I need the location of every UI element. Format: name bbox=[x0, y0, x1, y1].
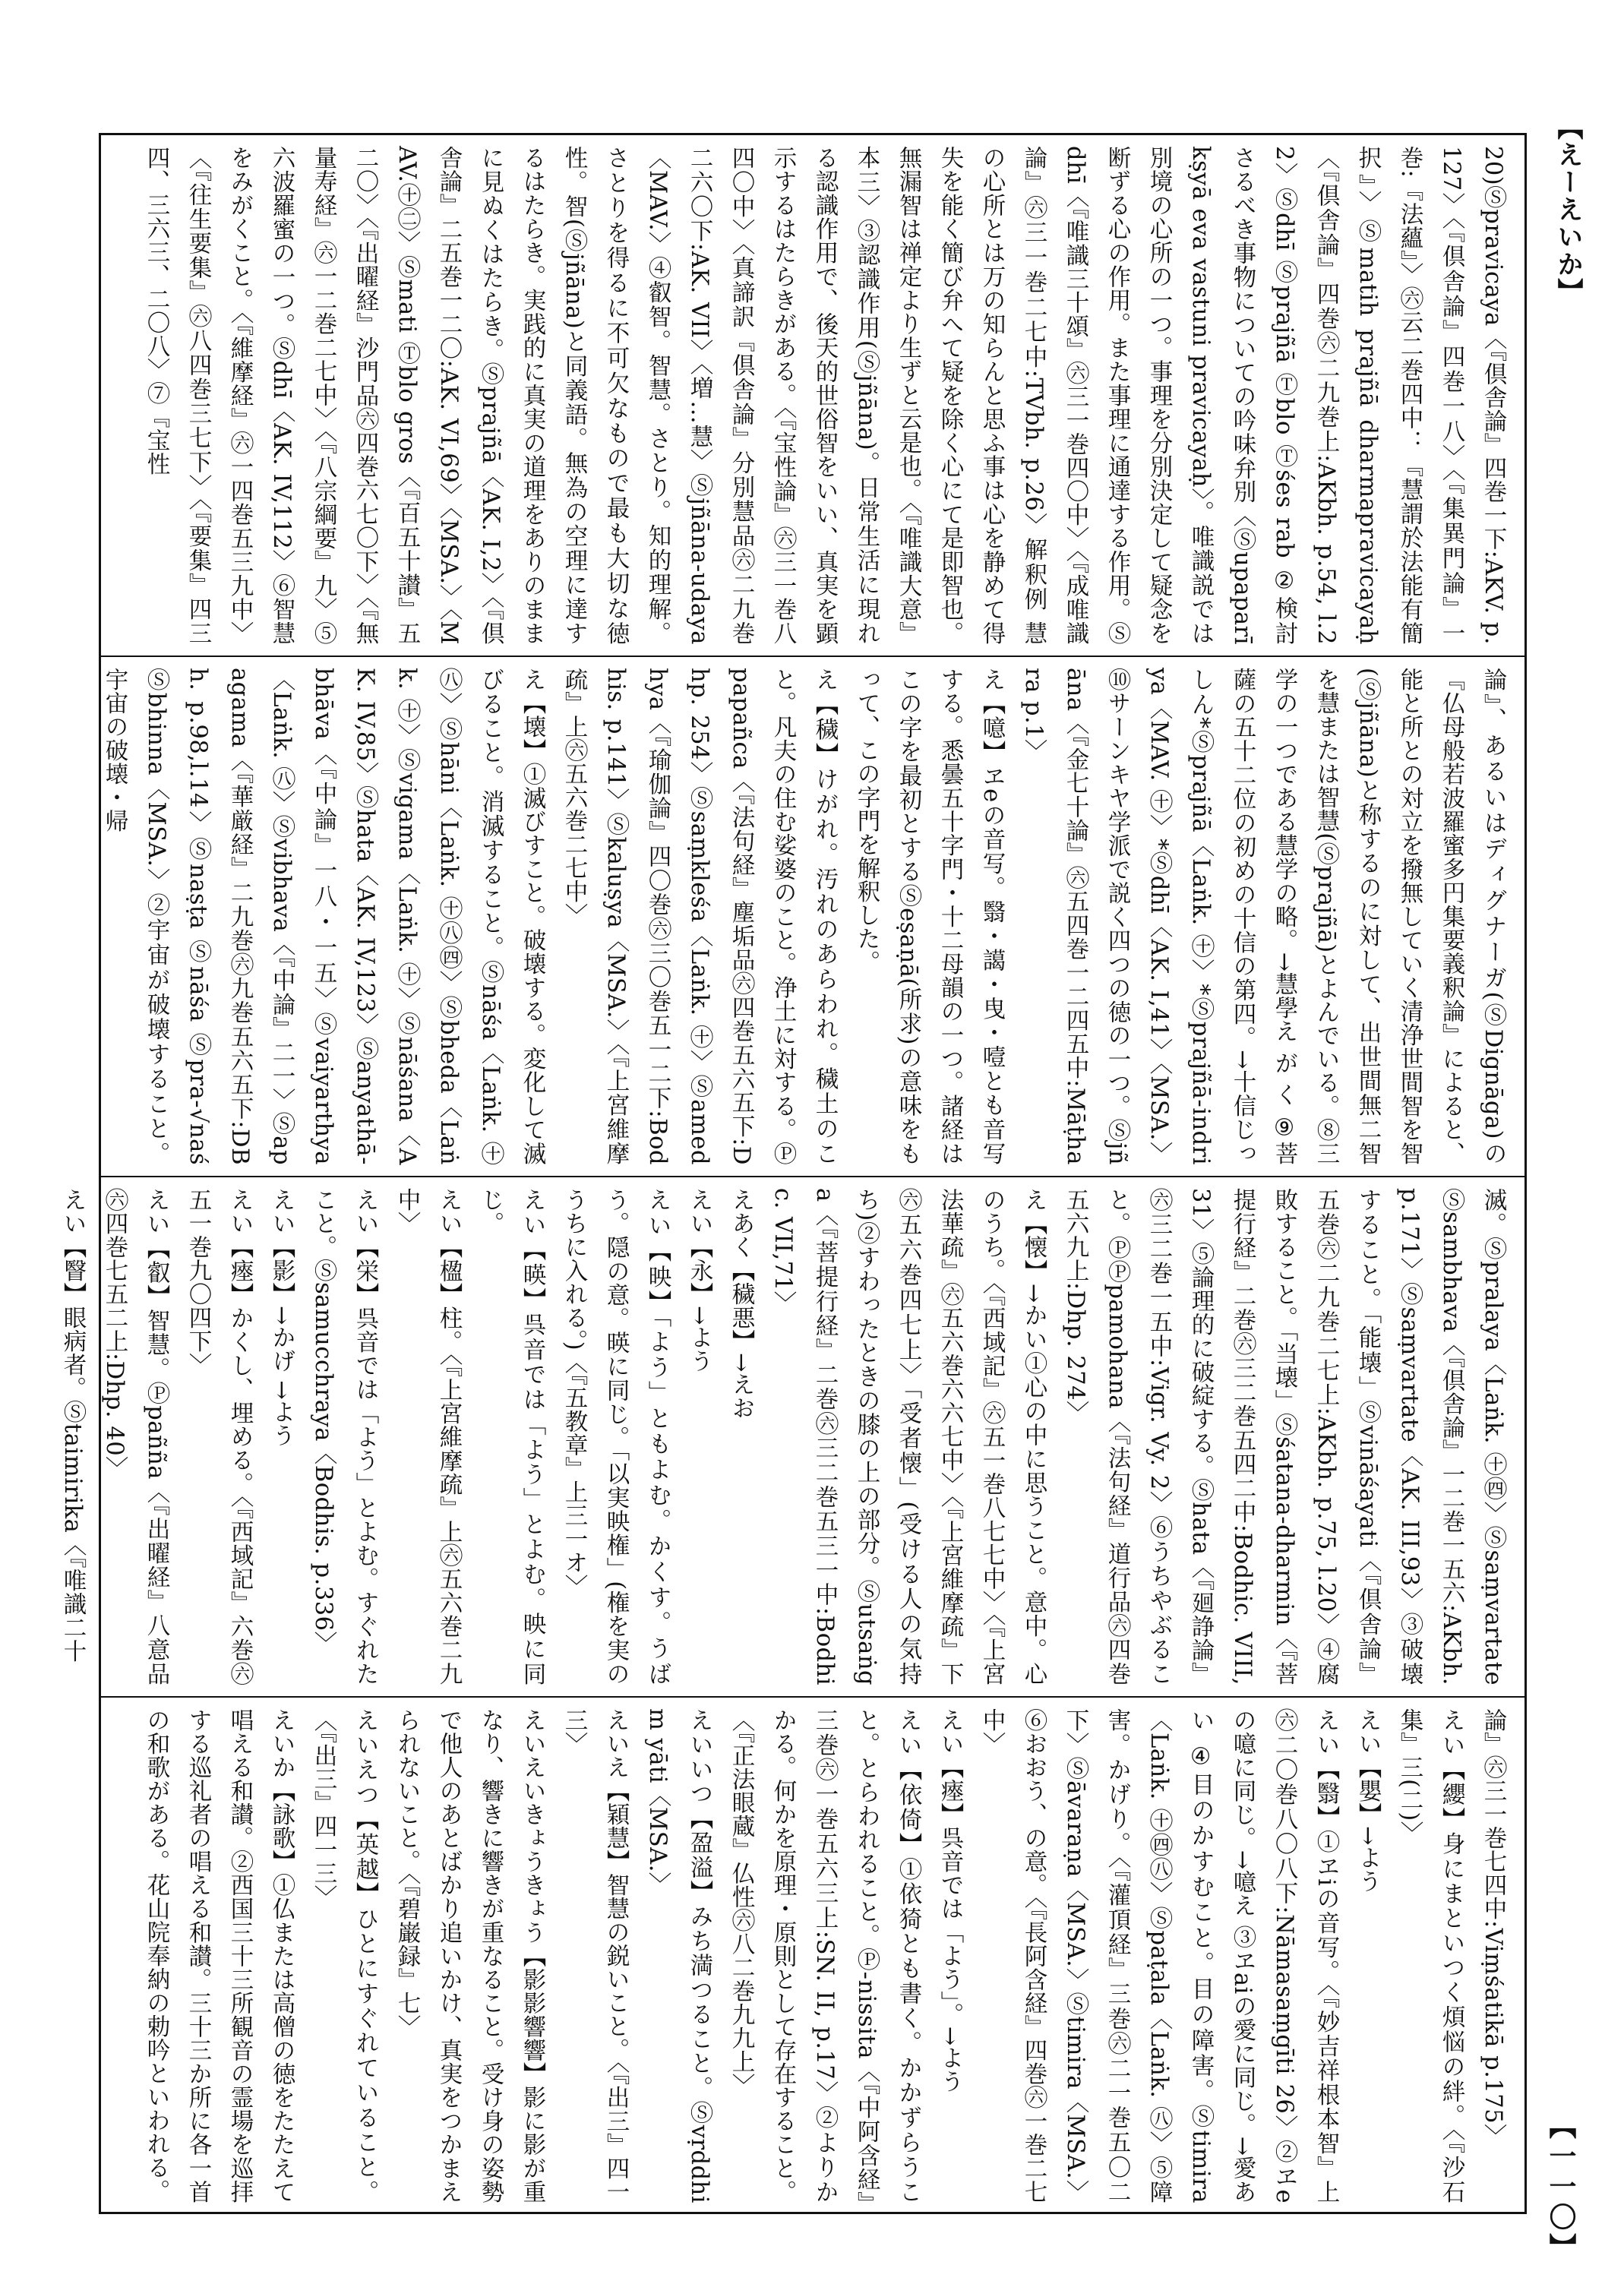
page-number: 【一一〇】 bbox=[1545, 2112, 1577, 2263]
running-head: 【えーえいか】 bbox=[1553, 114, 1583, 305]
entry-frame bbox=[59, 133, 1527, 2214]
tier-3 bbox=[59, 1176, 1524, 1696]
tier-1 bbox=[101, 135, 1524, 656]
tier-4-text: 論』㊅三一巻七四中:Viṃśatikā p.175〉 えい【纓】身にまといつく煩悩の絆。〈『沙石集』三(二)〉 えい【嬰】→よう えい【翳】①ヱiの音写。〈『妙吉祥根本智』上㊅二〇巻八〇八下:Nāmasaṃgīti 26〉②ヱeの噫に同じ。→噫え ③ヱaiの愛に同じ。→愛あい ④目のかすむこと。目の障害。Ⓢtimira〈Laṅk. ㊉㊃㊇〉Ⓢpaṭala〈Laṅk. ㊇〉⑤障害。かげり。〈『灌頂経』三巻㊅二一巻五〇二下〉Ⓢāvaraṇa〈MSA.〉Ⓢtimira〈MSA.〉⑥おおう、の意。〈『長阿含経』四巻㊅一巻二七中〉 えい【瘞】呉音では「よう」。→よう えい【依倚】①依猗とも書く。かかずらうこと。とらわれること。Ⓟ-nissita〈『中阿含経』三巻㊅一巻五六三上:SN. II, p.17〉②よりかかる。何かを原理・原則として存在すること。〈『正法眼蔵』仏性㊅八二巻九九上〉 えいいつ【盈溢】みち満つること。Ⓢvṛddhim yāti〈MSA.〉 えいえ【穎慧】智慧の鋭いこと。〈『出三』四一三〉 えいえいきょうきょう【影影響響】影に影が重なり、響きに響きが重なること。受け身の姿勢で他人のあとばかり追いかけ、真実をつかまえられないこと。〈『碧巌録』七〉 えいえつ【英越】ひとにすぐれていること。〈『出三』四一三〉 えいか【詠歌】①仏または高僧の徳をたたえて唱える和讃。②西国三十三所観音の霊場を巡拝する巡礼者の唱える和讃。三十三か所に各一首の和歌がある。花山院奉納の勅吟といわれる。 bbox=[143, 1708, 1506, 2203]
tier-1-text: 20)Ⓢpravicaya〈『倶舎論』四巻一下:AKV. p.127〉〈『倶舎論』四巻一八〉〈『集異門論』一巻:『法蘊』〉㊅云二巻四中：『慧謂於法能有簡択』〉Ⓢmatih prajñā dharmapravicayaḥ〈『倶舎論』四巻㊅二九巻上:AKbh. p.54, l.22〉Ⓢdhī Ⓢprajñā Ⓣblo Ⓣśes rab ②検討さるべき事物についての吟味弁別〈Ⓢupaparīkṣyā eva vastuni pravicayaḥ〉。唯識説では別境の心所の一つ。事理を分別決定して疑念を断ずる心の作用。また事理に通達する作用。Ⓢdhī〈『唯識三十頌』㊅三一巻四〇中〉〈『成唯識論』㊅三一巻二七中:TVbh. p.26〉解釈例 慧の心所とは万の知らんと思ふ事は心を静めて得失を能く簡び弁へて疑を除く心にて是即智也。無漏智は禅定より生ずと云是也。〈『唯識大意』本三〉③認識作用(Ⓢjñāna)。日常生活に現れる認識作用で、後天的世俗智をいい、真実を顕示するはたらきがある。〈『宝性論』㊅三一巻八四〇中〉〈真諦訳『倶舎論』分別慧品㊅二九巻二六〇下:AK. VII〉〈増…慧〉Ⓢjñāna-udaya〈MAV.〉④叡智。智慧。さとり。知的理解。さとりを得るに不可欠なもので最も大切な徳性。智(Ⓢjñāna)と同義語。無為の空理に達するはたらき。実践的に真実の道理をありのままに見ぬくはたらき。Ⓢprajñā〈AK. I,2〉〈『倶舎論』二五巻一二〇:AK. VI,69〉〈MSA.〉〈MAV.㊉㊁〉Ⓢmati Ⓣblo gros〈『百五十讃』五二〇〉〈『出曜経』沙門品㊅四巻六七〇下〉〈『無量寿経』㊅一二巻二七中〉〈『八宗綱要』九〉⑤六波羅蜜の一つ。Ⓢdhī〈AK. IV,112〉⑥智慧をみがくこと。〈『維摩経』㊅一四巻五三九中〉〈『往生要集』㊅八四巻三七下〉〈『要集』四三四、三六三、二〇八〉⑦『宝性 bbox=[143, 146, 1506, 645]
tier-2 bbox=[101, 656, 1524, 1176]
tier-2-text: 論』、あるいはディグナーガ(ⓈDignāga)の『仏母般若波羅蜜多円集要義釈論』によると、能と所との対立を撥無していく清浄世間智を智(Ⓢjñāna)と称するのに対して、出世間無二智を慧または智慧(Ⓢprajñā)とよんでいる。⑧三学の一つである慧学の略。→慧學え が く ⑨菩薩の五十二位の初めの十信の第四。→十信じっしん*Ⓢprajñā〈Laṅk. ㊉〉*Ⓢprajñā-indriya〈MAV. ㊉〉*Ⓢdhī〈AK. I,41〉〈MSA.〉⑩サーンキヤ学派で説く四つの徳の一つ。Ⓢjñāna〈『金七十論』㊅五四巻一二四五中:Māṭhara p.1〉 え【噫】ヱeの音写。翳・譪・曳・噎とも音写する。悉曇五十字門・十二母韻の一つ。諸経はこの字を最初とするⓈeṣaṇā(所求)の意味をもって、この字門を解釈した。 え【穢】けがれ。汚れのあらわれ。穢土のこと。凡夫の住む娑婆のこと。浄土に対する。Ⓟpapañca〈『法句経』塵垢品㊅四巻五六五下:Dhp. 254〉Ⓢsaṃkleśa〈Laṅk. ㊉〉Ⓢamedhya〈『瑜伽論』四〇巻㊅三〇巻五一二下:Bodhis. p.141〉Ⓢkaluṣya〈MSA.〉〈『上宮維摩疏』上㊅五六巻二七中〉 え【壊】①滅びすこと。破壊する。変化して滅びること。消滅すること。Ⓢnāśa〈Laṅk. ㊉㊇〉Ⓢhāni〈Laṅk. ㊉㊇㊃〉Ⓢbheda〈Laṅk. ㊉〉Ⓢvigama〈Laṅk. ㊉〉Ⓢnāśana〈AK. IV,85〉Ⓢhata〈AK. IV,123〉Ⓢanyathā-bhāva〈『中論』一八・一五〉Ⓢvaiyarthya〈Laṅk. ㊇〉Ⓢvibhava〈『中論』二一〉Ⓢapagama〈『華厳経』二九巻㊅九巻五六五下:DBh. p.98,l.14〉Ⓢnaṣṭa Ⓢnāśa Ⓢpra-√naś Ⓢbhinna〈MSA.〉②宇宙が破壊すること。宇宙の破壊・帰 bbox=[101, 668, 1506, 1165]
tier-3-text: 滅。Ⓢpralaya〈Laṅk. ㊉㊃〉Ⓢsaṃvartate Ⓢsambhava〈『倶舎論』一二巻一五六:AKbh. p.171〉Ⓢsaṃvartate〈AK. III,93〉③破壊すること。「能壊」Ⓢvināśayati〈『倶舎論』五巻㊅二九巻二七上:AKbh. p.75, l.20〉④腐敗すること。「当壊」Ⓢśatana-dharmin〈『菩提行経』二巻㊅三二巻五四二中:Bodhic. VIII,31〉⑤論理的に破綻する。Ⓢhata〈『廻諍論』㊅三二巻一五中:Vigr. Vy. 2〉⑥うちやぶること。ⓅⓅpamohana〈『法句経』道行品㊅四巻五六九上:Dhp. 274〉 え【懐】→かい①心の中に思うこと。意中。心のうち。〈『西域記』㊅五一巻八七七中〉〈『上宮法華疏』㊅五六巻六六七中〉〈『上宮維摩疏』下㊅五六巻四七上〉「受者懐」(受ける人の気持ち)②すわったときの膝の上の部分。Ⓢutsaṅga〈『菩提行経』二巻㊅三二巻五三一中:Bodhic. VII,71〉 えあく【穢悪】→えお えい【永】→よう えい【映】「よう」ともよむ。かくす。うばう。隠の意。暎に同じ。「以実映権」(権を実のうちに入れる。)〈『五教章』上三一オ〉 えい【暎】呉音では「よう」とよむ。映に同じ。 えい【楹】柱。〈『上宮維摩疏』上㊅五六巻二九中〉 えい【栄】呉音では「よう」とよむ。すぐれたこと。Ⓢsamucchraya〈Bodhis. p.336〉 えい【影】→かげ →よう えい【瘞】かくし、埋める。〈『西域記』六巻㊅五一巻九〇四下〉 えい【叡】智慧。Ⓟpañña〈『出曜経』八意品㊅四巻七五二上:Dhp. 40〉 えい【瞖】眼病者。Ⓢtaimirika〈『唯識二十 bbox=[59, 1188, 1506, 1685]
tier-4 bbox=[101, 1696, 1524, 2214]
